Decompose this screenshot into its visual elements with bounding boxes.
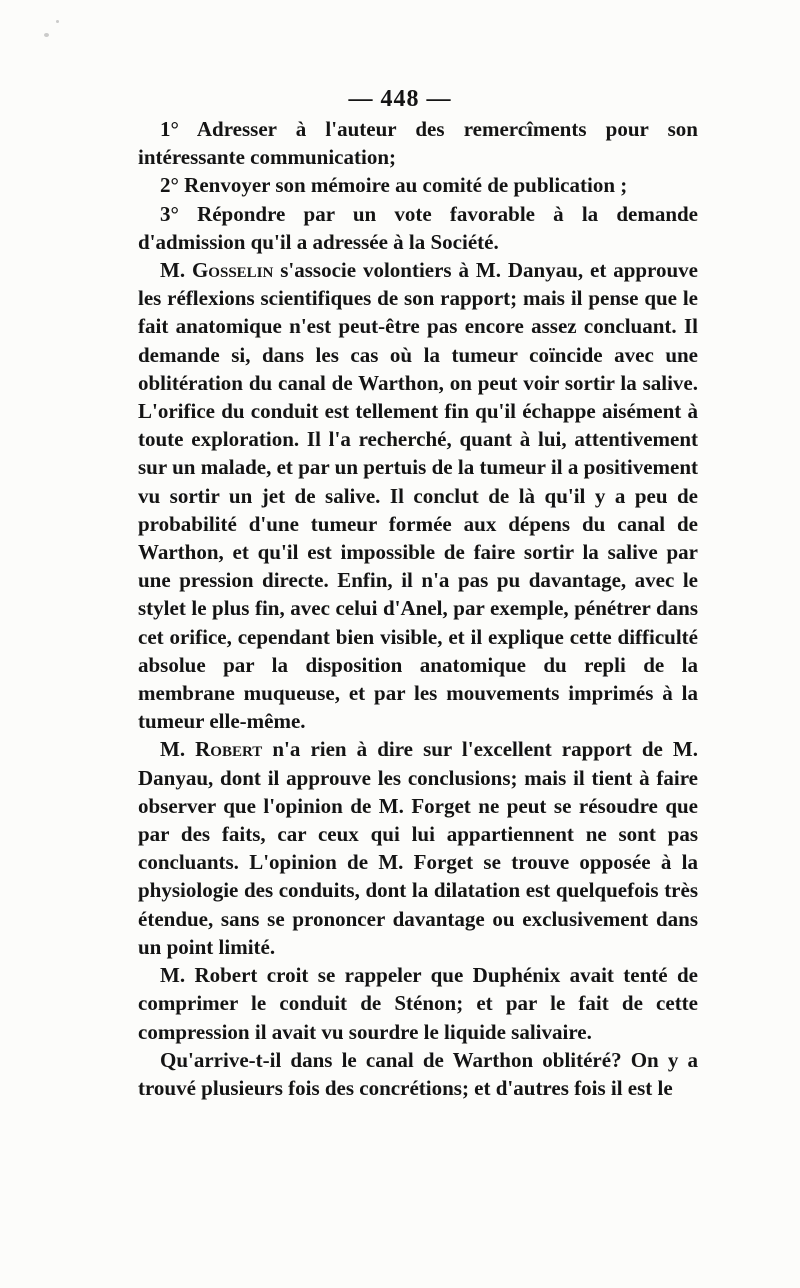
ink-speck bbox=[56, 20, 59, 23]
list-item: 1° Adresser à l'auteur des remercîments pour son intéressante communication; bbox=[138, 117, 698, 170]
paragraph-text: n'a rien à dire sur l'excellent rapport de M. Danyau, dont il approuve les conclusions; mais il tient à faire observer que l'opinion de M. Forget ne peut se résoudre que par des faits, car ceux qui lui appartiennent ne sont pas concluants. L'opinion de M. Forget se trouve opposée à la physiologie des conduits, dont la dilatation est quelquefois très étendue, sans se prononcer davantage ou exclusivement dans un point limité. bbox=[138, 737, 698, 959]
paragraph-text: s'associe volontiers à M. Danyau, et approuve les réflexions scientifiques de son rapport; mais il pense que le fait anatomique n'est peut-être pas encore assez concluant. Il demande si, dans les cas où la tumeur coïncide avec une oblitération du canal de Warthon, on peut voir sortir la salive. L'orifice du conduit est tellement fin qu'il échappe aisément à toute exploration. Il l'a recherché, quant à lui, attentivement sur un malade, et par un pertuis de la tumeur il a positivement vu sortir un jet de salive. Il conclut de là qu'il y a peu de probabilité d'une tumeur formée aux dépens du canal de Warthon, et qu'il est impossible de faire sortir la salive par une pression directe. Enfin, il n'a pas pu davantage, avec le stylet le plus fin, avec celui d'Anel, par exemple, pénétrer dans cet orifice, cependant bien visible, et il explique cette difficulté absolue par la disposition anatomique du repli de la membrane muqueuse, et par les mouvements imprimés à la tumeur elle-même. bbox=[138, 258, 698, 734]
ink-speck bbox=[44, 33, 49, 37]
body-text bbox=[138, 115, 698, 1102]
speaker-name: Gosselin bbox=[191, 258, 274, 283]
robert-paragraph bbox=[138, 735, 698, 961]
speaker-prefix: M. bbox=[160, 737, 196, 762]
speaker-name: Robert bbox=[195, 737, 263, 762]
page-number: — 448 — bbox=[348, 86, 452, 112]
question-paragraph: Qu'arrive-t-il dans le canal de Warthon oblitéré? On y a trouvé plusieurs fois des concrétions; et d'autres fois il est le bbox=[138, 1047, 698, 1100]
gosselin-paragraph bbox=[138, 256, 698, 735]
robert-second-paragraph: M. Robert croit se rappeler que Duphénix avait tenté de comprimer le conduit de Sténon; et par le fait de cette compression il avait vu sourdre le liquide salivaire. bbox=[138, 963, 698, 1044]
list-item: 3° Répondre par un vote favorable à la demande d'admission qu'il a adressée à la Société. bbox=[138, 201, 698, 254]
list-item: 2° Renvoyer son mémoire au comité de publication ; bbox=[160, 173, 628, 198]
speaker-prefix: M. bbox=[160, 258, 192, 283]
